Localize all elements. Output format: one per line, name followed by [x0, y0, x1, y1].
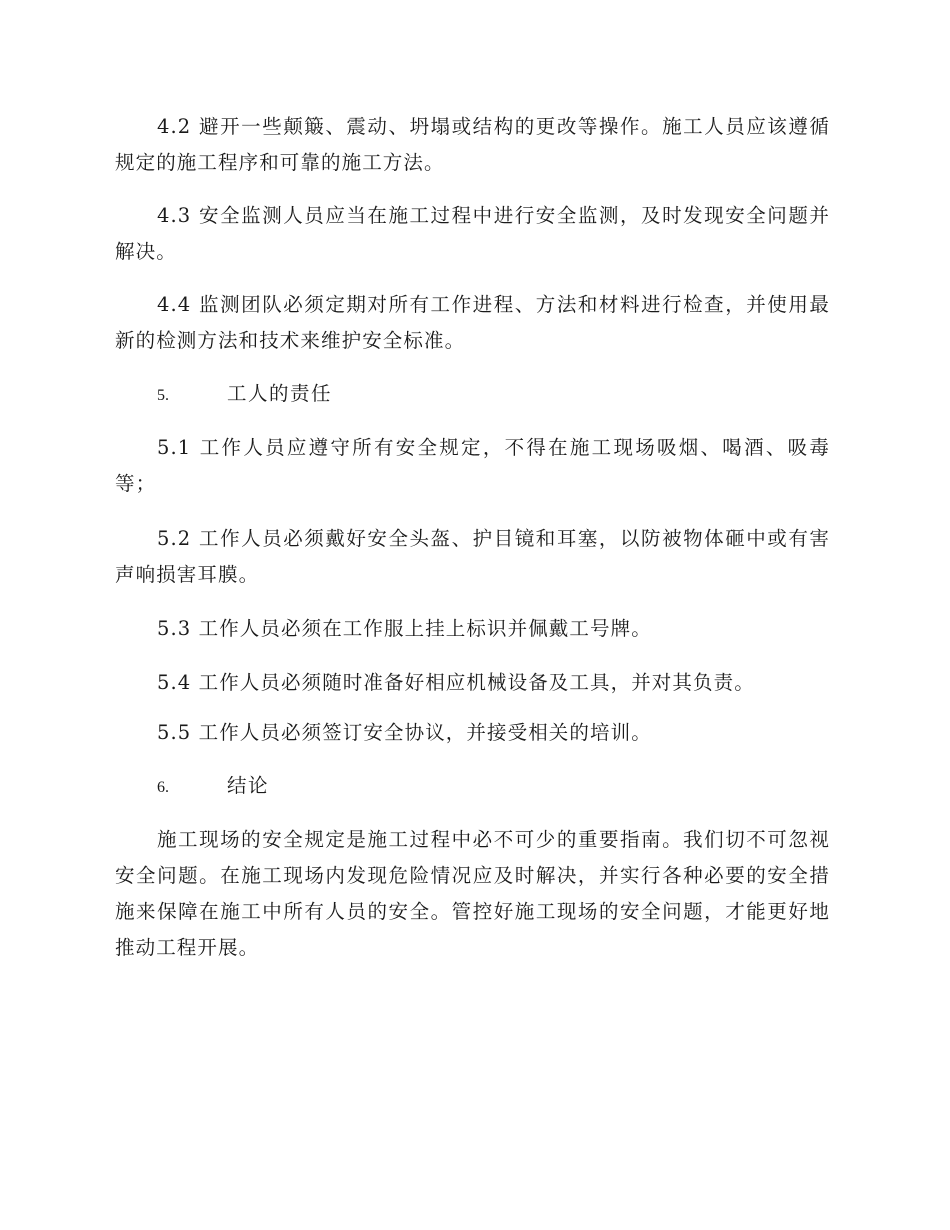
paragraph-5-3: 5.3 工作人员必须在工作服上挂上标识并佩戴工号牌。	[157, 617, 652, 640]
section-title: 工人的责任	[227, 382, 333, 405]
paragraph-4-4: 4.4 监测团队必须定期对所有工作进程、方法和材料进行检查，并使用最新的检测方法和技术来维护安全标准。	[115, 293, 830, 352]
paragraph-4-3: 4.3 安全监测人员应当在施工过程中进行安全监测，及时发现安全问题并解决。	[115, 204, 830, 263]
section-number: 6.	[157, 779, 169, 796]
section-number: 5.	[157, 387, 169, 404]
paragraph-5-1: 5.1 工作人员应遵守所有安全规定，不得在施工现场吸烟、喝酒、吸毒等；	[115, 436, 830, 495]
paragraph-5-4: 5.4 工作人员必须随时准备好相应机械设备及工具，并对其负责。	[157, 671, 755, 694]
section-heading-6	[157, 768, 269, 806]
section-heading-5	[157, 376, 332, 414]
section-title: 结论	[227, 774, 270, 797]
paragraph-5-2: 5.2 工作人员必须戴好安全头盔、护目镜和耳塞，以防被物体砸中或有害声响损害耳膜。	[115, 527, 830, 586]
paragraph-5-5: 5.5 工作人员必须签订安全协议，并接受相关的培训。	[157, 721, 652, 744]
paragraph-conclusion: 施工现场的安全规定是施工过程中必不可少的重要指南。我们切不可忽视安全问题。在施工现场内发现危险情况应及时解决，并实行各种必要的安全措施来保障在施工中所有人员的安全。管控好施工现场的安全问题，才能更好地推动工程开展。	[115, 828, 830, 959]
paragraph-4-2: 4.2 避开一些颠簸、震动、坍塌或结构的更改等操作。施工人员应该遵循规定的施工程序和可靠的施工方法。	[115, 115, 830, 174]
